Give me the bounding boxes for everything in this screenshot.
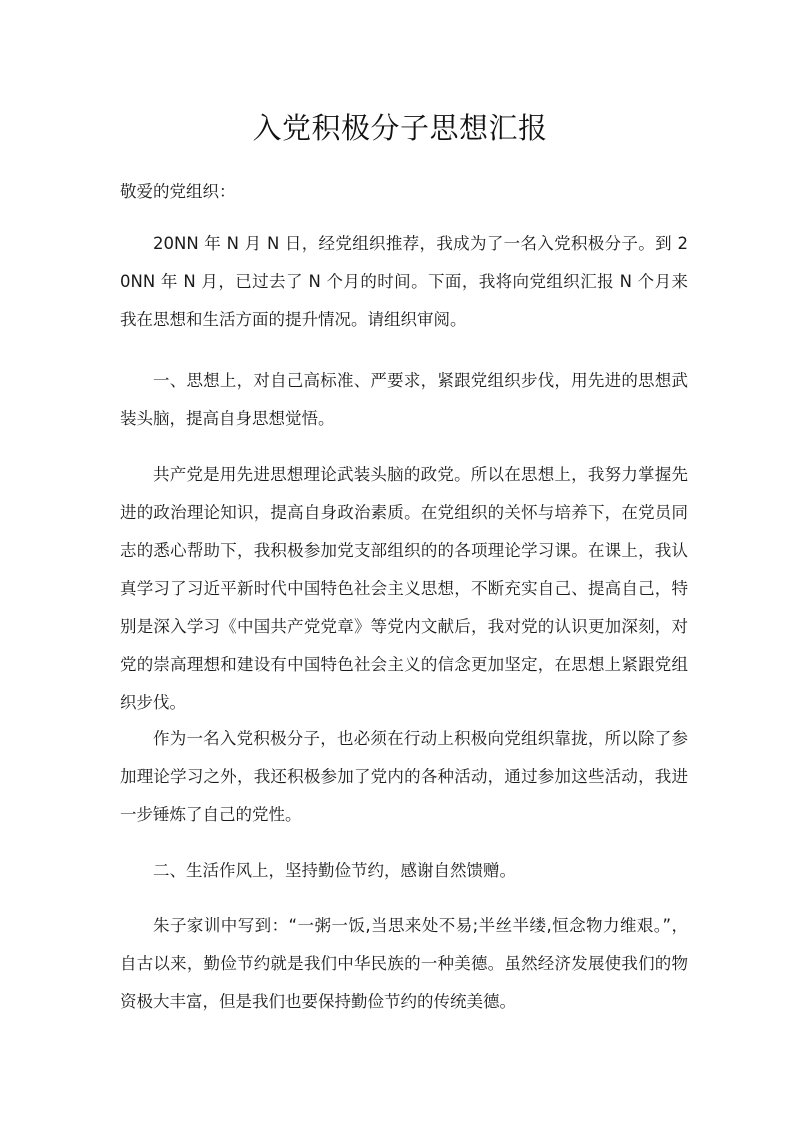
paragraph-intro: 20NN 年 N 月 N 日，经党组织推荐，我成为了一名入党积极分子。到 20NN 年 N 月，已过去了 N 个月的时间。下面，我将向党组织汇报 N 个月来我在思想和生活方面的提升情况。请组织审阅。 <box>120 234 688 329</box>
paragraph-thought-activities: 作为一名入党积极分子，也必须在行动上积极向党组织靠拢，所以除了参加理论学习之外，我还积极参加了党内的各种活动，通过参加这些活动，我进一步锤炼了自己的党性。 <box>120 729 688 824</box>
section-heading-lifestyle: 二、生活作风上，坚持勤俭节约，感谢自然馈赠。 <box>153 861 516 880</box>
section-heading-thought: 一、思想上，对自己高标准、严要求，紧跟党组织步伐，用先进的思想武装头脑，提高自身思想觉悟。 <box>120 371 688 428</box>
salutation: 敬爱的党组织： <box>120 182 236 201</box>
document-title: 入党积极分子思想汇报 <box>252 111 548 145</box>
paragraph-lifestyle-thrift: 朱子家训中写到：“一粥一饭,当思来处不易;半丝半缕,恒念物力维艰。”，自古以来，勤俭节约就是我们中华民族的一种美德。虽然经济发展使我们的物资极大丰富，但是我们也要保持勤俭节约的传统美德。 <box>120 916 688 1011</box>
paragraph-thought-theory: 共产党是用先进思想理论武装头脑的政党。所以在思想上，我努力掌握先进的政治理论知识，提高自身政治素质。在党组织的关怀与培养下，在党员同志的悉心帮助下，我积极参加党支部组织的的各项理论学习课。在课上，我认真学习了习近平新时代中国特色社会主义思想，不断充实自己、提高自己，特别是深入学习《中国共产党党章》等党内文献后，我对党的认识更加深刻，对党的崇高理想和建设有中国特色社会主义的信念更加坚定，在思想上紧跟党组织步伐。 <box>120 465 688 712</box>
